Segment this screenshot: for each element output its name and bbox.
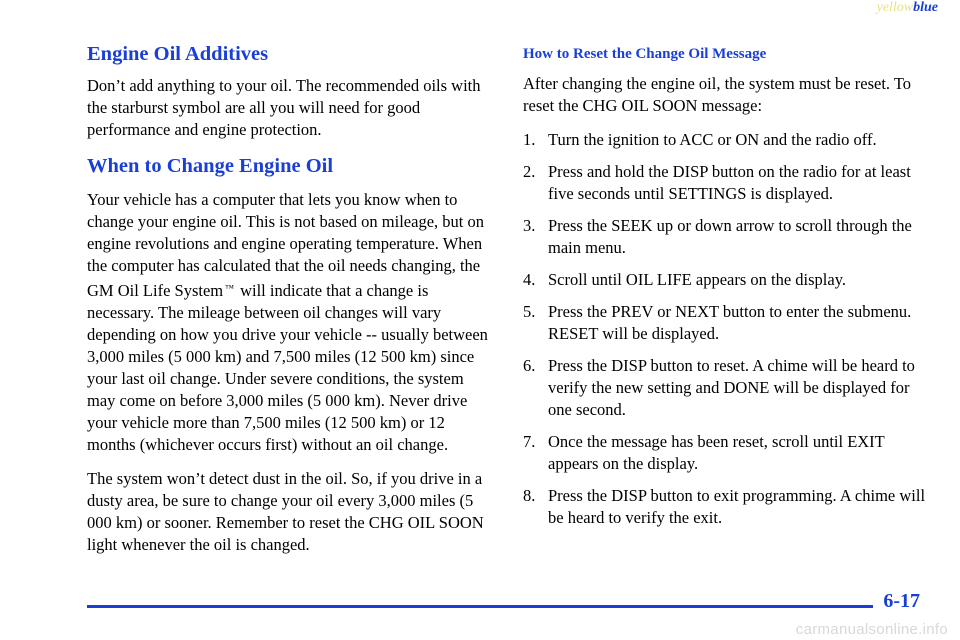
step-text: Press the DISP button to exit programming. A chime will be heard to verify the exit. (548, 486, 926, 527)
step-number: 4. (523, 270, 536, 289)
step-text: Once the message has been reset, scroll until EXIT appears on the display. (548, 432, 885, 473)
paragraph-additives: Don’t add anything to your oil. The recommended oils with the starburst symbol are all you will need for good performance and engine protection. (87, 76, 481, 139)
heading-engine-oil-additives: Engine Oil Additives (87, 43, 269, 65)
paragraph-oil-life-text-a: Your vehicle has a computer that lets you know when to change your engine oil. This is not based on mileage, but on engine revolutions and engine operating temperature. When the computer has calculated that the oil needs changing, the GM Oil Life System (87, 190, 484, 300)
tagline-yellow: yellow (876, 0, 914, 15)
step-number: 3. (523, 216, 536, 235)
paragraph-dust: The system won’t detect dust in the oil. So, if you drive in a dusty area, be sure to change your oil every 3,000 miles (5 000 km) or sooner. Remember to reset the CHG OIL SOON light whenever the oil is changed. (87, 469, 484, 554)
reset-steps-list (523, 129, 933, 529)
step-number: 7. (523, 432, 536, 451)
heading-when-to-change: When to Change Engine Oil (87, 155, 334, 177)
step-number: 5. (523, 302, 536, 321)
list-item (523, 161, 933, 205)
subheading-reset-message: How to Reset the Change Oil Message (523, 46, 767, 62)
paragraph-reset-intro: After changing the engine oil, the system must be reset. To reset the CHG OIL SOON message: (523, 74, 912, 115)
footer-rule (87, 605, 873, 608)
list-item (523, 301, 933, 345)
step-number: 2. (523, 162, 536, 181)
step-text: Press and hold the DISP button on the radio for at least five seconds until SETTINGS is displayed. (548, 162, 911, 203)
paragraph-oil-life-text-b: will indicate that a change is necessary. The mileage between oil changes will vary depending on how you drive your vehicle -- usually between 3,000 miles (5 000 km) and 7,500 miles (12 500 km) since your last oil change. Under severe conditions, the system may come on before 3,000 miles (5 000 km). Never drive your vehicle more than 7,500 miles (12 500 km) or 12 months (whichever occurs first) without an oil change. (87, 281, 488, 454)
page-number: 6-17 (883, 590, 920, 612)
trademark-symbol: ™ (225, 283, 234, 293)
tagline-blue: blue (913, 0, 938, 15)
step-text: Scroll until OIL LIFE appears on the display. (548, 270, 847, 289)
watermark: carmanualsonline.info (795, 621, 948, 638)
list-item (523, 355, 933, 421)
list-item (523, 485, 933, 529)
step-text: Press the PREV or NEXT button to enter the submenu. RESET will be displayed. (548, 302, 912, 343)
list-item (523, 215, 933, 259)
color-tagline (877, 0, 938, 16)
paragraph-oil-life-system (87, 189, 491, 456)
step-text: Press the SEEK up or down arrow to scroll through the main menu. (548, 216, 912, 257)
right-column (523, 41, 933, 539)
step-number: 8. (523, 486, 536, 505)
step-number: 1. (523, 130, 536, 149)
step-number: 6. (523, 356, 536, 375)
list-item (523, 431, 933, 475)
step-text: Turn the ignition to ACC or ON and the radio off. (548, 130, 877, 149)
step-text: Press the DISP button to reset. A chime will be heard to verify the new setting and DONE will be displayed for one second. (548, 356, 915, 419)
list-item (523, 129, 933, 151)
list-item (523, 269, 933, 291)
left-column (87, 41, 491, 568)
